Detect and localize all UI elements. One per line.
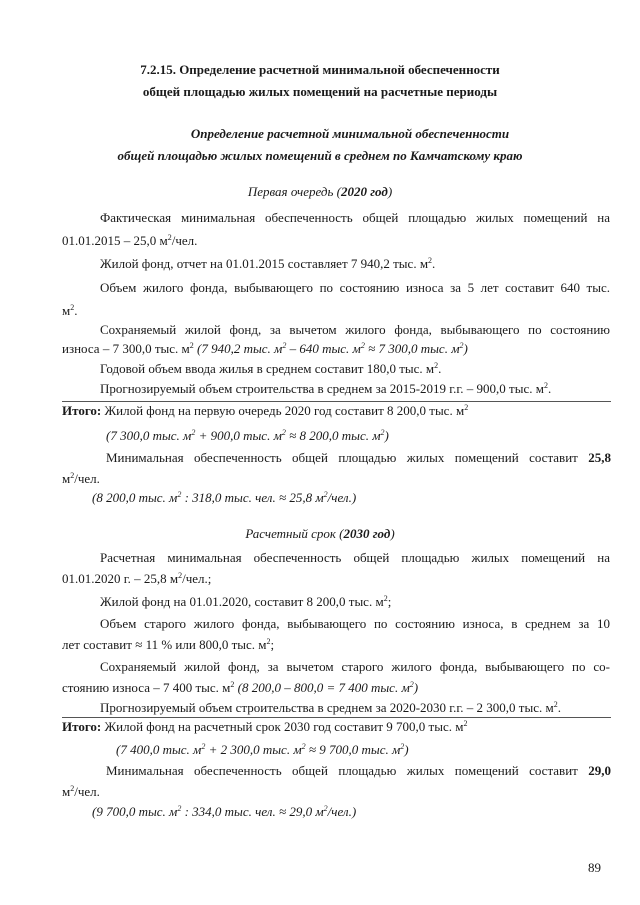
design-total-calc: (7 400,0 тыс. $м^2 + 2$ 300,0 тыс. $м^2 \approx 9$ 700,0 тыс. $м^2$) — [116, 742, 409, 757]
design-total: Итого: Жилой фонд на расчетный срок 2030 год составит 9 700,0 тыс. $м^2$ — [62, 719, 468, 734]
design-min-line-1: Минимальная обеспеченность общей площадью жилых помещений составит 29,0 — [106, 763, 611, 778]
first-p6: Прогнозируемый объем строительства в среднем за 2015-2019 г.г. – 900,0 тыс. $м^2$. — [100, 381, 552, 396]
design-p3-line-2: лет составит ≈ 11 % или 800,0 тыс. $м^2$; — [62, 637, 275, 652]
first-p2: Жилой фонд, отчет на 01.01.2015 составляет 7 940,2 тыс. $м^2$. — [100, 256, 436, 271]
first-p3-line-2: $м^2$. — [62, 303, 78, 318]
design-p2: Жилой фонд на 01.01.2020, составит 8 200,0 тыс. $м^2$; — [100, 594, 392, 609]
first-min-calc: (8 200,0 тыс. $м^2$ : 318,0 тыс. чел. ≈ 25,8 $м^2/чел$.) — [92, 490, 357, 505]
first-total: Итого: Жилой фонд на первую очередь 2020 год составит 8 200,0 тыс. $м^2$ — [62, 403, 469, 418]
design-p1-line-2: 01.01.2020 г. – 25,8 $м^2$/чел.; — [62, 571, 212, 586]
first-p4-line-2: износа – 7 300,0 тыс. $м^2$ (7 940,2 тыс. $м^2 - 640$ тыс. $м^2 \approx 7$ 300,0 тыс. $м^2$) — [62, 341, 468, 356]
subheading-line-2: общей площадью жилых помещений в среднем по Камчатскому краю — [117, 148, 523, 163]
design-p4-line-2: стоянию износа – 7 400 тыс. $м^2$ (8 200,0 – 800,0 = 7 400 тыс. $м^2$) — [62, 680, 419, 695]
section-heading-line-2: общей площадью жилых помещений на расчетные периоды — [142, 84, 498, 99]
design-p1-line-1: Расчетная минимальная обеспеченность общей площадью жилых помещений на — [100, 550, 610, 565]
section-heading-line-1: 7.2.15. Определение расчетной минимальной обеспеченности — [140, 62, 500, 77]
first-p5: Годовой объем ввода жилья в среднем составит 180,0 тыс. $м^2$. — [100, 361, 442, 376]
first-p4-line-1: Сохраняемый жилой фонд, за вычетом жилого фонда, выбывающего по состоянию — [100, 322, 610, 337]
design-min-calc: (9 700,0 тыс. $м^2$ : 334,0 тыс. чел. ≈ 29,0 $м^2/чел$.) — [92, 804, 357, 819]
divider-line — [62, 717, 611, 718]
first-p1-line-1: Фактическая минимальная обеспеченность общей площадью жилых помещений на — [100, 210, 610, 225]
design-stage-title: Расчетный срок (2030 год) — [245, 526, 395, 541]
first-total-calc: (7 300,0 тыс. $м^2 + 900,0$ тыс. $м^2 \approx 8$ 200,0 тыс. $м^2$) — [106, 428, 389, 443]
first-stage-title: Первая очередь (2020 год) — [247, 184, 393, 199]
design-p4-line-1: Сохраняемый жилой фонд, за вычетом старого жилого фонда, выбывающего по со- — [100, 659, 610, 674]
first-min-line-1: Минимальная обеспеченность общей площадью жилых помещений составит 25,8 — [106, 450, 611, 465]
design-p5: Прогнозируемый объем строительства в среднем за 2020-2030 г.г. – 2 300,0 тыс. $м^2$. — [100, 700, 561, 715]
first-p1-line-2: 01.01.2015 – 25,0 $м^2$/чел. — [62, 233, 198, 248]
design-p3-line-1: Объем старого жилого фонда, выбывающего по состоянию износа, в среднем за 10 — [100, 616, 610, 631]
design-min-line-2: $м^2$/чел. — [62, 784, 100, 799]
first-p3-line-1: Объем жилого фонда, выбывающего по состоянию износа за 5 лет составит 640 тыс. — [100, 280, 610, 295]
subheading-line-1: Определение расчетной минимальной обеспеченности — [190, 126, 510, 141]
first-min-line-2: $м^2$/чел. — [62, 471, 100, 486]
divider-line — [62, 401, 611, 402]
page-number: 89 — [588, 860, 601, 875]
